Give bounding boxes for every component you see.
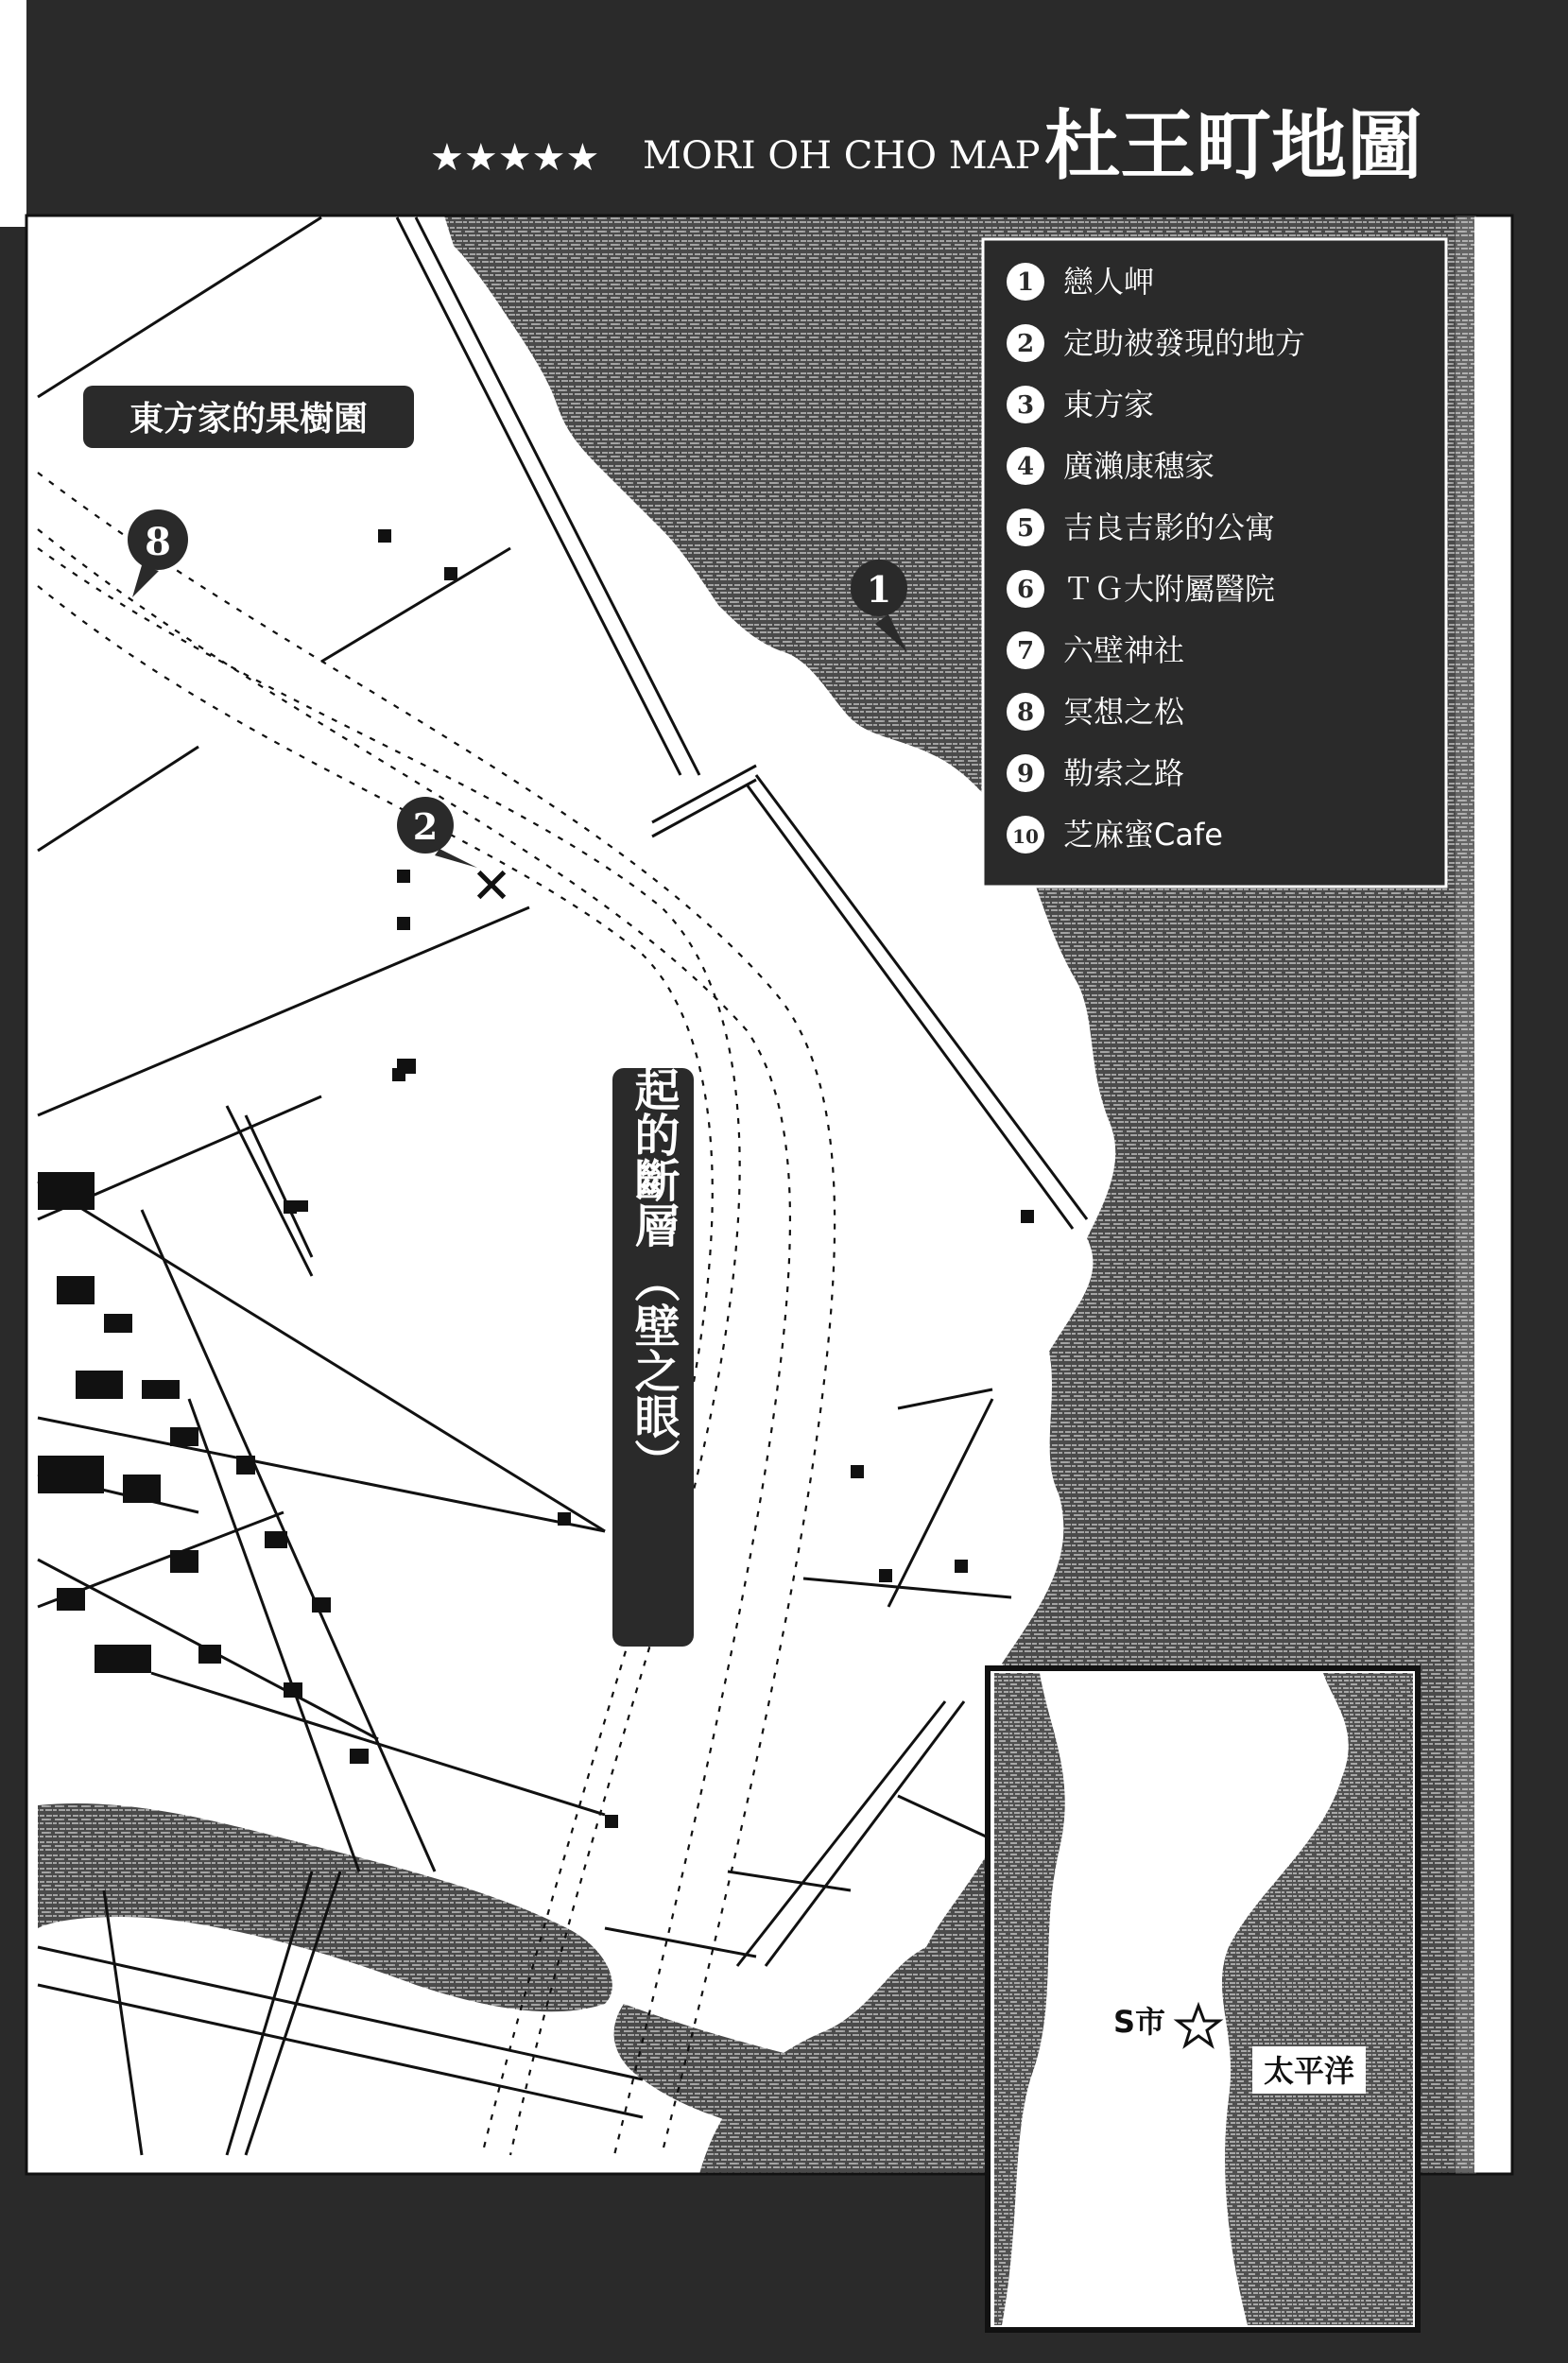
legend-item <box>1007 754 1184 792</box>
legend-number: 1 <box>1016 268 1035 297</box>
legend-label: 芝麻蜜Cafe <box>1063 817 1223 853</box>
legend-item <box>1007 693 1185 731</box>
legend-number: 7 <box>1016 637 1035 665</box>
inset-city-label: S市 <box>1113 2004 1166 2040</box>
legend-number: 10 <box>1012 825 1039 848</box>
fault-label-box <box>612 1021 694 1647</box>
page-title: 杜王町地圖 <box>1044 101 1422 190</box>
legend-label: 廣瀨康穗家 <box>1063 448 1215 484</box>
legend-item <box>1007 386 1154 423</box>
legend-item <box>1007 631 1184 669</box>
header-stars: ★★★★★ <box>430 136 600 180</box>
x-mark: ✕ <box>471 858 512 915</box>
marker-2-num: 2 <box>412 805 439 848</box>
legend-number: 8 <box>1016 699 1035 727</box>
legend-label: 吉良吉影的公寓 <box>1063 509 1276 545</box>
fault-label-main: 隆起的斷層 <box>627 1021 680 1248</box>
marker-1-num: 1 <box>866 568 892 611</box>
legend-label: 勒索之路 <box>1063 755 1185 791</box>
orchard-label-box <box>83 386 414 448</box>
legend-label: 定助被發現的地方 <box>1063 325 1306 361</box>
legend-number: 3 <box>1016 391 1035 420</box>
header-subtitle: MORI OH CHO MAP <box>643 134 1041 178</box>
legend-number: 6 <box>1016 576 1035 604</box>
inset-map <box>988 1668 1418 2330</box>
marker-8-num: 8 <box>145 520 171 564</box>
legend-label: 戀人岬 <box>1063 264 1155 300</box>
orchard-label: 東方家的果樹園 <box>129 400 369 439</box>
legend-number: 5 <box>1016 514 1035 543</box>
legend-label: ＴＧ大附屬醫院 <box>1063 571 1276 607</box>
inset-ocean-label: 太平洋 <box>1263 2053 1355 2089</box>
legend-number: 2 <box>1016 330 1035 358</box>
legend-item <box>1007 263 1154 301</box>
legend-box <box>983 239 1446 887</box>
legend-label: 冥想之松 <box>1063 694 1185 730</box>
legend-label: 東方家 <box>1063 387 1155 423</box>
legend-label: 六壁神社 <box>1063 632 1185 668</box>
fault-label-paren: （壁之眼） <box>627 1257 680 1484</box>
legend-item <box>1007 447 1215 485</box>
legend-number: 9 <box>1016 760 1035 788</box>
legend-number: 4 <box>1016 453 1035 481</box>
